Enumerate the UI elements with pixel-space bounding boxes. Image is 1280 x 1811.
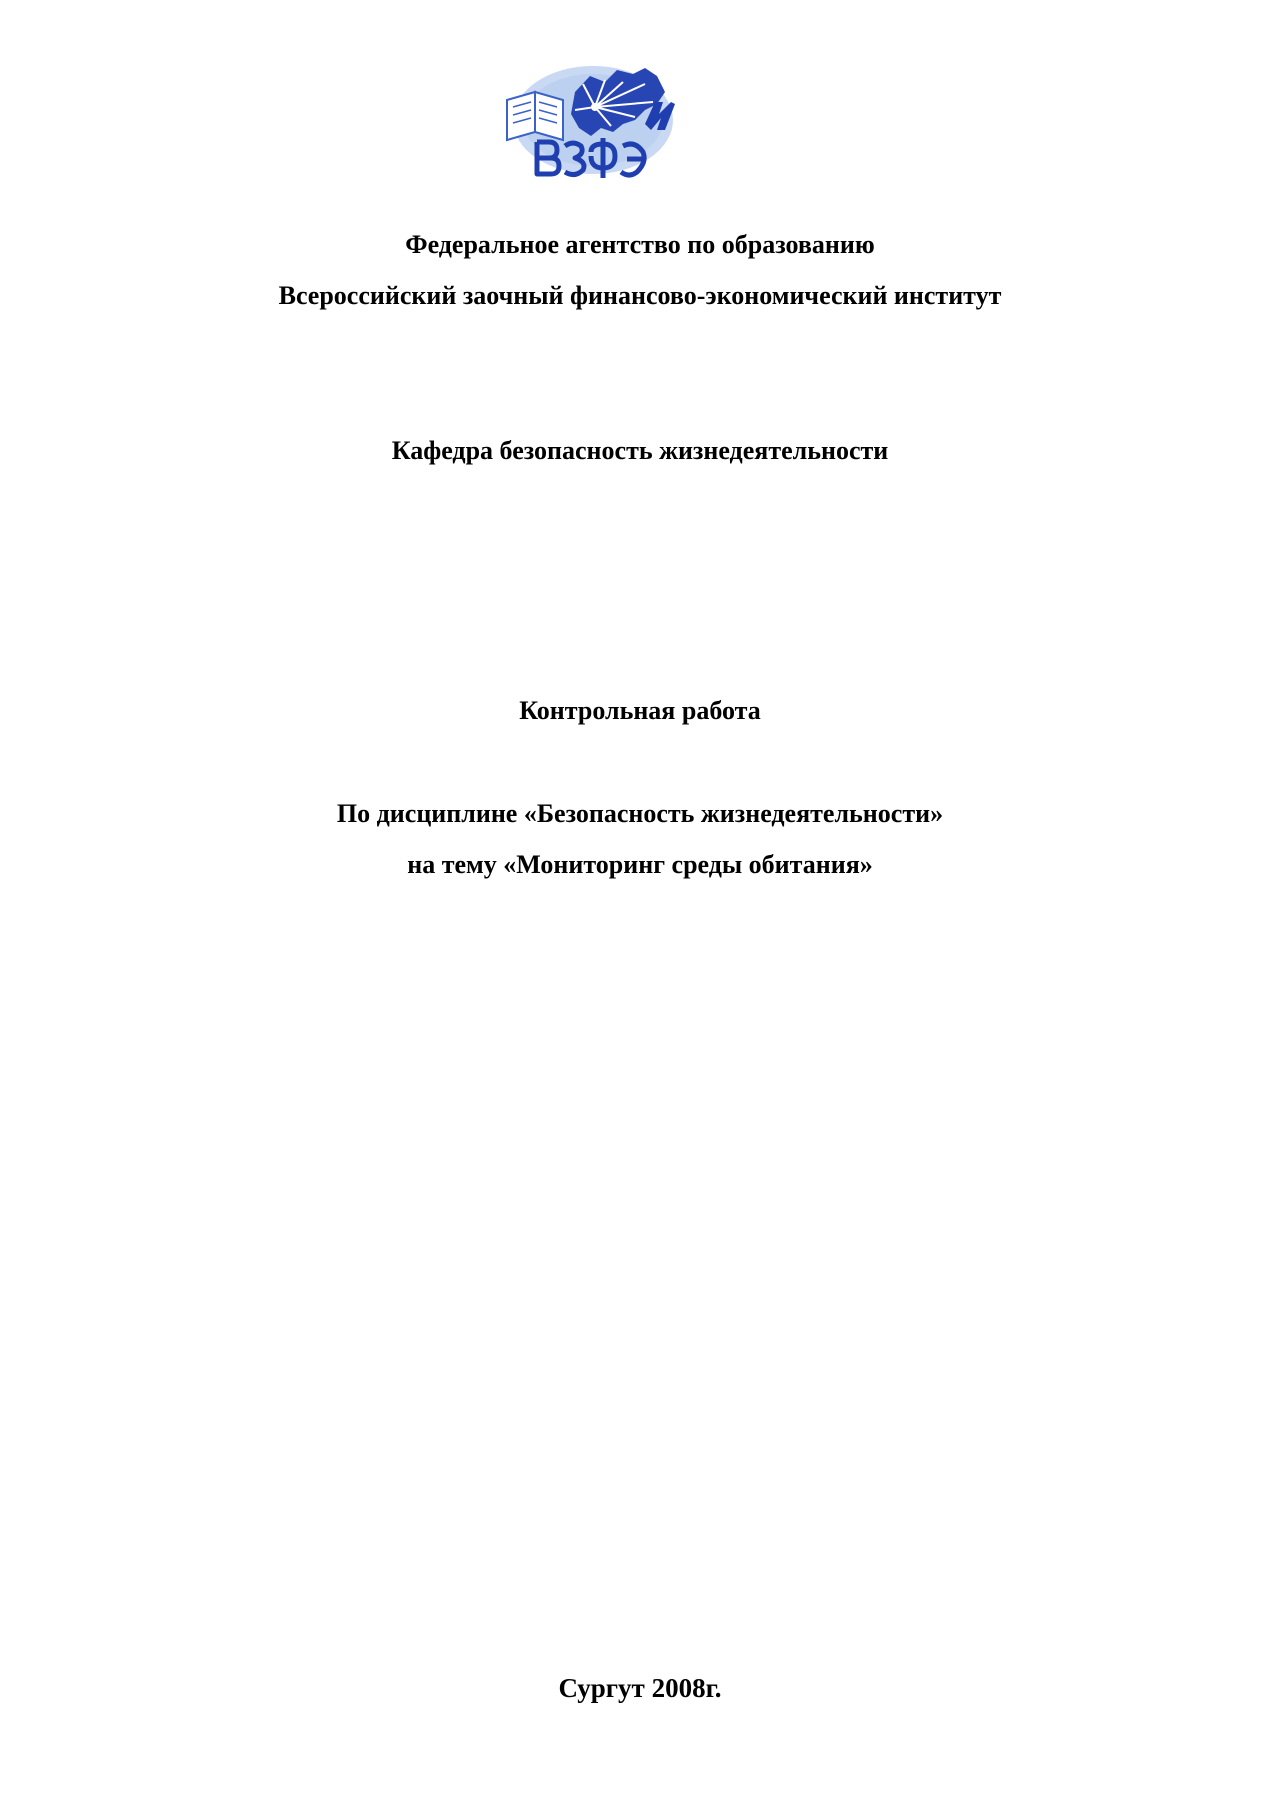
discipline-line: По дисциплине «Безопасность жизнедеятельности» <box>336 799 944 828</box>
topic-line: на тему «Мониторинг среды обитания» <box>407 850 873 879</box>
work-type: Контрольная работа <box>519 696 761 725</box>
city-year: Сургут 2008г. <box>558 1673 722 1703</box>
institute-name: Всероссийский заочный финансово-экономический институт <box>278 281 1002 310</box>
agency-name: Федеральное агентство по образованию <box>405 230 875 259</box>
vzfei-logo-icon <box>505 62 675 182</box>
department-name: Кафедра безопасность жизнедеятельности <box>391 436 889 465</box>
